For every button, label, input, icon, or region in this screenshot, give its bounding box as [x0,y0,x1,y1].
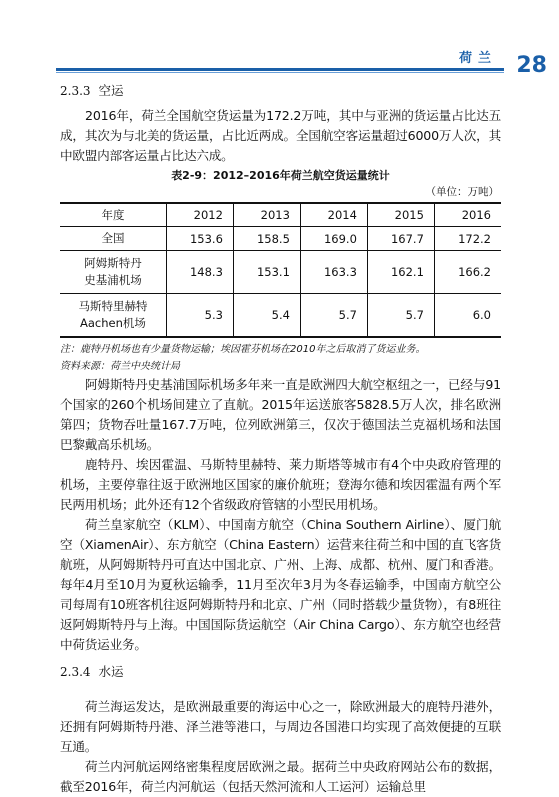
table-cell: 5.4 [233,294,300,338]
table-source: 资料来源：荷兰中央统计局 [60,361,180,372]
table-header-label: 年度 [60,203,166,227]
table-cell: 6.0 [434,294,501,338]
table-cell: 5.3 [166,294,233,338]
table-cell: 166.2 [434,251,501,294]
table-cell: 162.1 [367,251,434,294]
running-header-country: 荷兰 [458,51,497,66]
table-caption: 表2-9：2012–2016年荷兰航空货运量统计 [171,169,390,182]
table-cell: 153.1 [233,251,300,294]
inland-waterway-paragraph: 荷兰内河航运网络密集程度居欧洲之最。据荷兰中央政府网站公布的数据，截至2016年，荷兰内河航运（包括天然河流和人工运河）运输总里 [60,759,501,794]
table-row [60,294,501,338]
table-unit: （单位：万吨） [425,186,499,198]
table-header-year: 2015 [367,203,434,227]
row-label-line: 马斯特里赫特 [78,299,148,313]
airlines-paragraph: 荷兰皇家航空（KLM）、中国南方航空（China Southern Airline）、厦门航空（XiamenAir）、东方航空（China Eastern）运营来往荷兰和中国的直飞客货航班，从阿姆斯特丹可直达中国北京、广州、上海、成都、杭州、厦门和香港。每年4月至10月为夏秋运输季，11月至次年3月为冬春运输季，中国南方航空公司每周有10班客机往返阿姆斯特丹和北京、广州（同时搭载少量货物），有8班往返阿姆斯特丹与上海。中国国际货运航空（Air China Cargo）、东方航空也经营中荷货运业务。 [60,517,501,652]
row-label [60,294,166,338]
row-label-line: 阿姆斯特丹 [84,256,142,270]
section-heading-air [60,82,501,100]
schiphol-paragraph: 阿姆斯特丹史基浦国际机场多年来一直是欧洲四大航空枢纽之一，已经与91个国家的260个机场间建立了直航。2015年运送旅客5828.5万人次，排名欧洲第四；货物吞吐量167.7万吨，位列欧洲第三，仅次于德国法兰克福机场和法国巴黎戴高乐机场。 [60,377,501,452]
table-cell: 172.2 [434,227,501,251]
section-title: 空运 [98,83,124,98]
table-header-year: 2013 [233,203,300,227]
section-heading-water [60,663,501,681]
air-transport-paragraph: 2016年，荷兰全国航空货运量为172.2万吨，其中与亚洲的货运量占比达五成，其次为与北美的货运量，占比近两成。全国航空客运量超过6000万人次，其中欧盟内部客运量占比达六成。 [60,108,501,163]
table-cell: 5.7 [300,294,367,338]
table-cell: 5.7 [367,294,434,338]
row-label-line: 全国 [101,231,125,245]
section-number: 2.3.4 [60,665,91,679]
table-cell: 153.6 [166,227,233,251]
table-cell: 158.5 [233,227,300,251]
table-cell: 169.0 [300,227,367,251]
table-cell: 148.3 [166,251,233,294]
table-cell: 167.7 [367,227,434,251]
table-cell: 163.3 [300,251,367,294]
table-row [60,227,501,251]
table-header-year: 2012 [166,203,233,227]
maritime-paragraph: 荷兰海运发达，是欧洲最重要的海运中心之一，除欧洲最大的鹿特丹港外，还拥有阿姆斯特丹港、泽兰港等港口，与周边各国港口均实现了高效便捷的互联互通。 [60,699,501,754]
table-header-year: 2014 [300,203,367,227]
air-cargo-table [60,202,501,338]
row-label-line: Aachen机场 [80,316,146,330]
regional-airports-paragraph: 鹿特丹、埃因霍温、马斯特里赫特、莱力斯塔等城市有4个中央政府管理的机场，主要停靠往返于欧洲地区国家的廉价航班；登海尔德和埃因霍温有两个军民两用机场；此外还有12个省级政府管辖的小型民用机场。 [60,457,501,512]
table-header-row [60,203,501,227]
spacer [60,687,501,697]
table-row [60,251,501,294]
row-label-line: 史基浦机场 [84,273,142,287]
header-rule-thin [56,72,504,73]
header-rule [56,68,504,71]
row-label [60,251,166,294]
section-title: 水运 [98,664,124,679]
table-header-year: 2016 [434,203,501,227]
row-label [60,227,166,251]
page-number: 28 [516,53,547,78]
table-note: 注：鹿特丹机场也有少量货物运输；埃因霍芬机场在2010年之后取消了货运业务。 [60,344,426,355]
section-number: 2.3.3 [60,84,91,98]
page-body [60,82,501,797]
